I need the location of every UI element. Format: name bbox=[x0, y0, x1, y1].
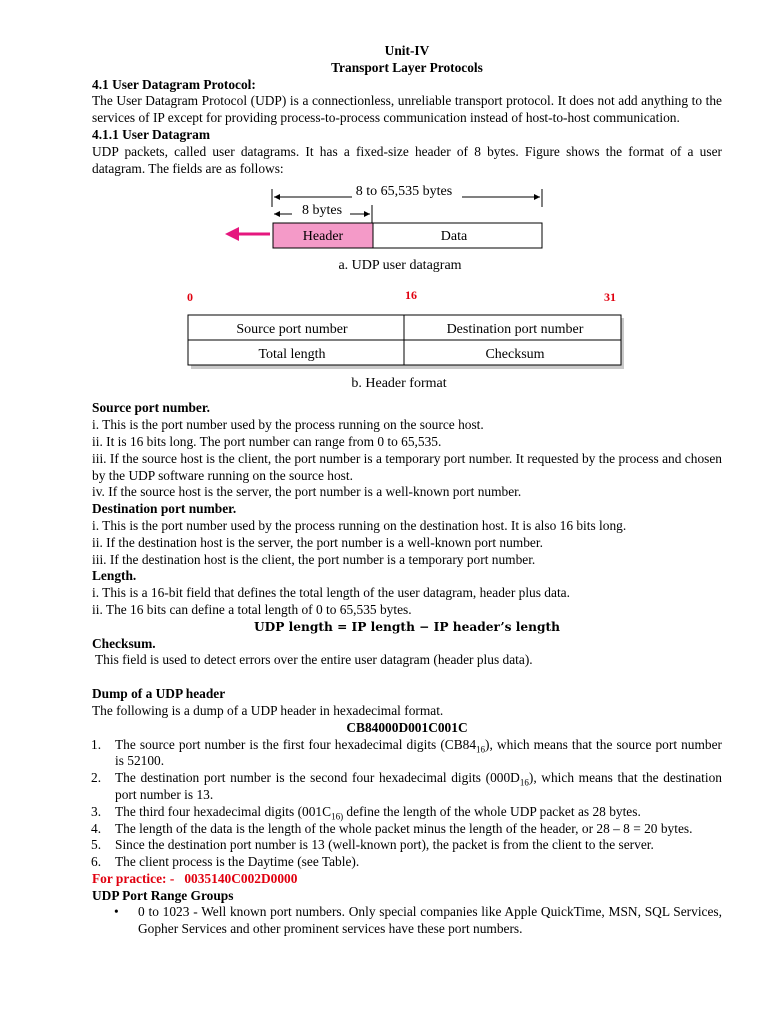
pink-arrow-head bbox=[225, 227, 239, 241]
source-port-item-2: ii. It is 16 bits long. The port number can range from 0 to 65,535. bbox=[92, 433, 442, 449]
port-range-text: 0 to 1023 - Well known port numbers. Only special companies like Apple QuickTime, MSN, SQL Services, Gopher Services and other prominent services have these port numbers. bbox=[138, 904, 722, 937]
destination-port-item-3: iii. If the destination host is the client, the port number is a temporary port number. bbox=[92, 551, 536, 567]
section-4-1-paragraph: The User Datagram Protocol (UDP) is a connectionless, unreliable transport protocol. It does not add anything to the services of IP except for providing process-to-process communication instead of host-to-host communication. bbox=[92, 93, 722, 126]
document-page bbox=[92, 43, 722, 938]
source-port-item-1: i. This is the port number used by the process running on the source host. bbox=[92, 417, 484, 433]
step-text: The destination port number is the second four hexadecimal digits (000D bbox=[115, 770, 520, 786]
total-arrow-left bbox=[274, 194, 280, 200]
bit-0-label: 0 bbox=[187, 290, 193, 305]
step-number: 4. bbox=[91, 820, 102, 836]
step-text-tail: define the length of the whole UDP packet as 28 bytes. bbox=[343, 803, 641, 819]
section-4-1-heading: 4.1 User Datagram Protocol: bbox=[92, 76, 256, 92]
step-text-tail: ), which means that the source port number is 52100. bbox=[115, 736, 722, 769]
step-subscript: 16 bbox=[519, 777, 529, 788]
header-arrow-right bbox=[364, 211, 370, 217]
dump-step bbox=[92, 837, 722, 854]
practice-label: For practice: - bbox=[92, 870, 175, 886]
figure-area bbox=[92, 177, 722, 400]
header-bytes-label: 8 bytes bbox=[301, 203, 343, 219]
dump-heading: Dump of a UDP header bbox=[92, 686, 226, 702]
section-4-1-1-heading: 4.1.1 User Datagram bbox=[92, 126, 211, 142]
udp-figure bbox=[92, 177, 722, 400]
unit-heading: Unit-IV bbox=[384, 43, 430, 58]
bit-16-label: 16 bbox=[405, 288, 417, 303]
port-range-list bbox=[92, 904, 722, 938]
step-subscript: 16) bbox=[331, 811, 344, 822]
step-number: 1. bbox=[91, 736, 102, 752]
checksum-field: Checksum bbox=[485, 347, 545, 363]
length-item-2: ii. The 16 bits can define a total length of 0 to 65,535 bytes. bbox=[92, 601, 412, 617]
checksum-heading: Checksum. bbox=[92, 635, 156, 651]
destination-port-item-1: i. This is the port number used by the process running on the destination host. It is also 16 bits long. bbox=[92, 517, 627, 533]
dump-step bbox=[92, 821, 722, 838]
spacer bbox=[92, 669, 722, 686]
figure-a-caption: a. UDP user datagram bbox=[338, 258, 462, 274]
step-text: The third four hexadecimal digits (001C bbox=[115, 803, 332, 819]
bullet-icon: • bbox=[114, 904, 119, 920]
page-title: Transport Layer Protocols bbox=[331, 59, 483, 75]
step-text-tail: ), which means that the destination port number is 13. bbox=[115, 770, 722, 802]
step-text: Since the destination port number is 13 (well-known port), the packet is from the client to the server. bbox=[115, 837, 654, 853]
step-number: 6. bbox=[91, 854, 102, 870]
total-arrow-right bbox=[534, 194, 540, 200]
source-port-item-3: iii. If the source host is the client, the port number is a temporary port number. It requested by the process and chosen by the UDP software running on the source host. bbox=[92, 450, 722, 483]
step-number: 2. bbox=[91, 770, 102, 786]
dump-hex: CB84000D001C001C bbox=[346, 719, 468, 735]
length-item-1: i. This is a 16-bit field that defines the total length of the user datagram, header plus data. bbox=[92, 585, 570, 601]
destination-port-heading: Destination port number. bbox=[92, 501, 237, 517]
section-4-1-1-paragraph: UDP packets, called user datagrams. It has a fixed-size header of 8 bytes. Figure shows the format of a user datagram. The fields are as follows: bbox=[92, 143, 722, 176]
header-box-label: Header bbox=[302, 229, 344, 245]
practice-value: 0035140C002D0000 bbox=[184, 870, 298, 886]
dump-step bbox=[92, 770, 722, 804]
port-range-item bbox=[92, 904, 722, 938]
dump-intro: The following is a dump of a UDP header in hexadecimal format. bbox=[92, 702, 444, 718]
step-number: 5. bbox=[91, 837, 102, 853]
header-arrow-left bbox=[274, 211, 280, 217]
udp-header-format-figure bbox=[187, 288, 624, 391]
step-number: 3. bbox=[91, 803, 102, 819]
step-text: The length of the data is the length of the whole packet minus the length of the header, or 28 – 8 = 20 bytes. bbox=[115, 820, 693, 836]
figure-b-caption: b. Header format bbox=[351, 376, 447, 392]
step-subscript: 16 bbox=[476, 744, 486, 755]
udp-length-formula: UDP length = IP length − IP header’s length bbox=[254, 619, 560, 634]
data-box-label: Data bbox=[440, 229, 468, 245]
checksum-text: This field is used to detect errors over the entire user datagram (header plus data). bbox=[95, 652, 533, 668]
source-port-item-4: iv. If the source host is the server, the port number is a well-known port number. bbox=[92, 484, 522, 500]
total-length-field: Total length bbox=[258, 347, 326, 363]
source-port-field: Source port number bbox=[236, 322, 348, 338]
dump-step bbox=[92, 854, 722, 871]
port-range-heading: UDP Port Range Groups bbox=[92, 887, 234, 903]
bit-31-label: 31 bbox=[604, 290, 616, 305]
destination-port-item-2: ii. If the destination host is the server, the port number is a well-known port number. bbox=[92, 534, 543, 550]
practice-line bbox=[92, 871, 722, 888]
total-length-label: 8 to 65,535 bytes bbox=[355, 184, 453, 200]
dump-steps bbox=[92, 737, 722, 871]
step-text: The source port number is the first four hexadecimal digits (CB84 bbox=[115, 736, 477, 752]
destination-port-field: Destination port number bbox=[446, 322, 584, 338]
udp-datagram-figure bbox=[225, 184, 542, 273]
source-port-heading: Source port number. bbox=[92, 400, 210, 416]
dump-step bbox=[92, 737, 722, 771]
length-heading: Length. bbox=[92, 568, 137, 584]
step-text: The client process is the Daytime (see Table). bbox=[115, 854, 360, 870]
dump-step bbox=[92, 804, 722, 821]
